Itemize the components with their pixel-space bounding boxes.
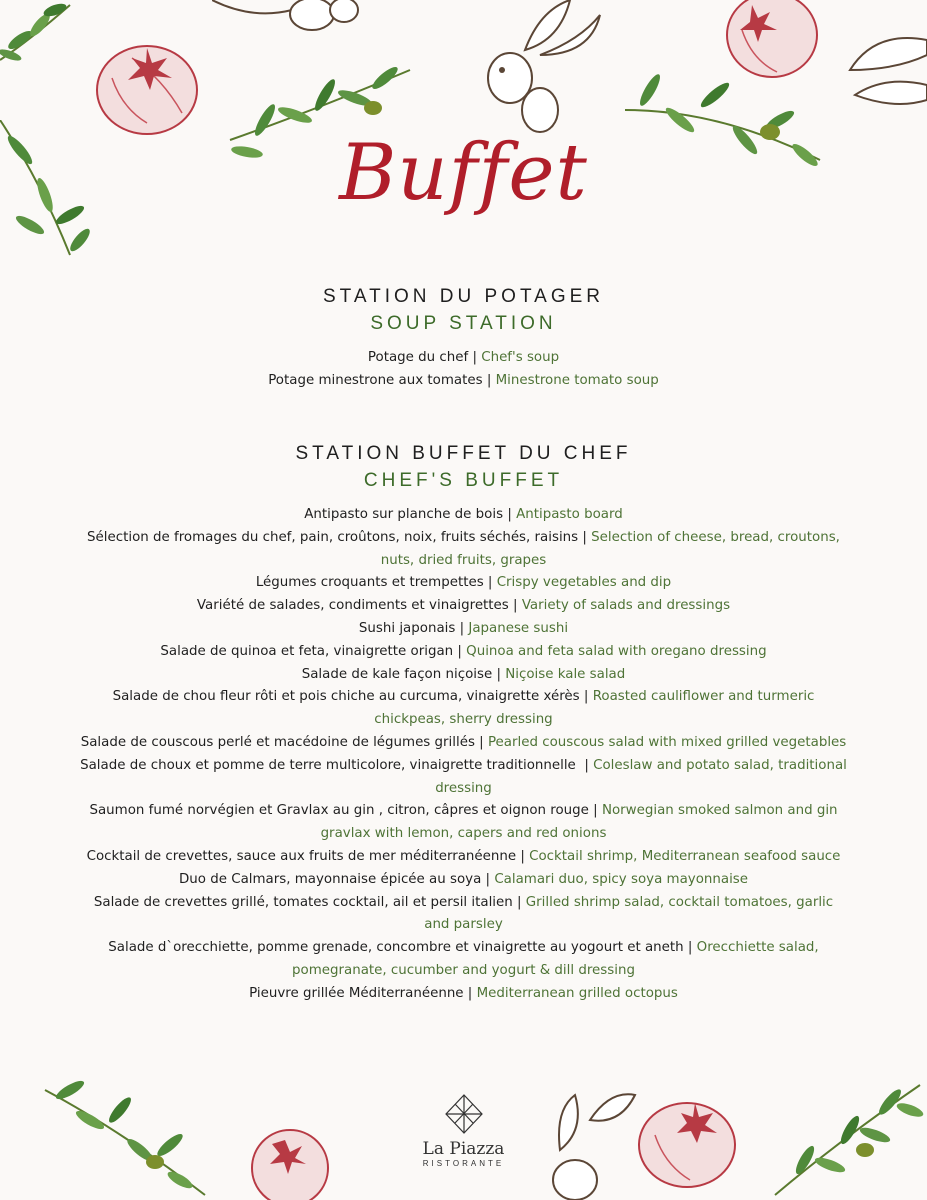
- menu-item-en: Variety of salads and dressings: [521, 598, 731, 614]
- menu-item-separator: |: [578, 529, 592, 545]
- menu-item: [0, 641, 927, 664]
- menu-item: [0, 527, 927, 573]
- menu-item-separator: |: [683, 940, 697, 956]
- menu-item-separator: |: [482, 372, 496, 388]
- chef-buffet-title-en: CHEF'S BUFFET: [363, 470, 564, 491]
- soup-item-list: [0, 347, 927, 393]
- menu-item-fr: Salade de crevettes grillé, tomates cocktail, ail et persil italien: [93, 894, 513, 910]
- menu-item-fr: Duo de Calmars, mayonnaise épicée au soya: [178, 871, 482, 887]
- menu-item-en: Selection of cheese, bread, croutons, nuts, dried fruits, grapes: [380, 529, 840, 568]
- menu-item-fr: Légumes croquants et trempettes: [255, 575, 484, 591]
- menu-item-separator: |: [474, 734, 488, 750]
- restaurant-logo: [0, 1093, 927, 1168]
- menu-item: [0, 846, 927, 869]
- menu-item: [0, 686, 927, 732]
- tomato-icon: [92, 38, 202, 138]
- menu-item-separator: |: [463, 985, 477, 1001]
- menu-item: [0, 595, 927, 618]
- menu-item-en: Norwegian smoked salmon and gin gravlax with lemon, capers and red onions: [320, 803, 838, 842]
- logo-subtitle: RISTORANTE: [422, 1159, 505, 1168]
- soup-station-title-en: SOUP STATION: [370, 313, 557, 334]
- tomato-icon: [722, 0, 822, 82]
- buffet-item-list: [0, 504, 927, 1006]
- menu-item-en: Mediterranean grilled octopus: [476, 985, 678, 1001]
- menu-item-fr: Salade de quinoa et feta, vinaigrette origan: [160, 643, 454, 659]
- menu-item-separator: |: [512, 894, 526, 910]
- menu-item-fr: Potage minestrone aux tomates: [268, 372, 483, 388]
- menu-item-en: Roasted cauliflower and turmeric chickpeas, sherry dressing: [374, 689, 815, 728]
- menu-item-fr: Variété de salades, condiments et vinaigrettes: [196, 598, 509, 614]
- menu-item-separator: |: [483, 575, 497, 591]
- menu-item-en: Quinoa and feta salad with oregano dressing: [466, 643, 767, 659]
- menu-item-fr: Sélection de fromages du chef, pain, croûtons, noix, fruits séchés, raisins: [87, 529, 579, 545]
- menu-item-en: Calamari duo, spicy soya mayonnaise: [494, 871, 749, 887]
- menu-item: [0, 937, 927, 983]
- menu-item: [0, 504, 927, 527]
- menu-item-en: Coleslaw and potato salad, traditional dressing: [435, 757, 847, 796]
- menu-item: [0, 664, 927, 687]
- menu-item-en: Antipasto board: [516, 507, 623, 522]
- page-title: Buffet: [339, 128, 588, 218]
- menu-item-en: Orecchiette salad, pomegranate, cucumber and yogurt & dill dressing: [292, 940, 819, 978]
- menu-item-separator: |: [453, 643, 467, 659]
- menu-item-fr: Antipasto sur planche de bois: [304, 507, 504, 522]
- menu-item: [0, 983, 927, 1006]
- chef-buffet-section: [0, 440, 927, 1006]
- menu-item-separator: |: [516, 848, 530, 864]
- olive-icon: [480, 0, 610, 140]
- menu-item-separator: |: [492, 666, 506, 682]
- menu-item-fr: Potage du chef: [367, 350, 469, 365]
- logo-name: La Piazza: [422, 1139, 505, 1159]
- menu-item: [0, 732, 927, 755]
- menu-item-en: Grilled shrimp salad, cocktail tomatoes, garlic and parsley: [424, 894, 834, 933]
- menu-item-en: Pearled couscous salad with mixed grilled vegetables: [487, 734, 847, 750]
- menu-item-fr: Salade de kale façon niçoise: [301, 666, 493, 682]
- menu-item-separator: |: [468, 350, 482, 365]
- menu-item-en: Crispy vegetables and dip: [496, 575, 672, 591]
- menu-item-en: Cocktail shrimp, Mediterranean seafood sauce: [529, 848, 841, 864]
- menu-item: [0, 618, 927, 641]
- menu-item: [0, 892, 927, 938]
- menu-item: [0, 800, 927, 846]
- menu-item: [0, 869, 927, 892]
- menu-item-fr: Salade de choux et pomme de terre multicolore, vinaigrette traditionnelle: [80, 757, 581, 773]
- menu-item: [0, 572, 927, 595]
- diamond-logo-icon: [444, 1093, 484, 1135]
- menu-item-separator: |: [503, 507, 517, 522]
- menu-item-separator: |: [588, 803, 602, 819]
- chef-buffet-title-fr: STATION BUFFET DU CHEF: [295, 443, 632, 464]
- menu-item-fr: Cocktail de crevettes, sauce aux fruits de mer méditerranéenne: [86, 848, 517, 864]
- menu-item-en: Japanese sushi: [468, 620, 569, 636]
- menu-item-separator: |: [579, 689, 593, 705]
- menu-item-en: Chef's soup: [481, 350, 560, 365]
- menu-item-separator: |: [455, 620, 469, 636]
- menu-item: [0, 370, 927, 393]
- menu-item-fr: Salade de couscous perlé et macédoine de légumes grillés: [80, 734, 475, 750]
- menu-item: [0, 347, 927, 370]
- menu-item-fr: Sushi japonais: [358, 620, 456, 636]
- menu-item-separator: |: [580, 757, 594, 773]
- soup-station-section: [0, 283, 927, 393]
- olive-icon: [212, 0, 362, 40]
- menu-item-fr: Pieuvre grillée Méditerranéenne: [249, 985, 464, 1001]
- menu-item-separator: |: [508, 598, 522, 614]
- leaf-outline-icon: [845, 30, 927, 110]
- menu-item-fr: Saumon fumé norvégien et Gravlax au gin , citron, câpres et oignon rouge: [89, 803, 589, 819]
- menu-item-separator: |: [481, 871, 495, 887]
- olive-branch-icon: [0, 0, 80, 90]
- menu-item-en: Niçoise kale salad: [505, 666, 626, 682]
- menu-item-en: Minestrone tomato soup: [495, 372, 659, 388]
- menu-item: [0, 755, 927, 801]
- menu-item-fr: Salade d`orecchiette, pomme grenade, concombre et vinaigrette au yogourt et aneth: [108, 940, 684, 956]
- soup-station-title-fr: STATION DU POTAGER: [322, 286, 604, 307]
- menu-item-fr: Salade de chou fleur rôti et pois chiche au curcuma, vinaigrette xérès: [112, 689, 580, 705]
